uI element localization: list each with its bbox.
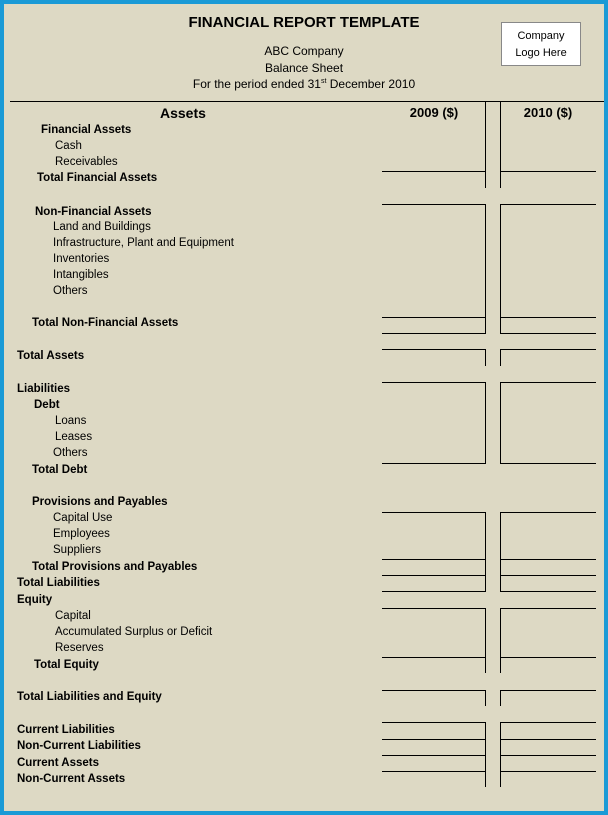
cell-line	[382, 512, 485, 513]
cell-line	[500, 382, 596, 383]
cell-line	[382, 171, 485, 172]
col-line	[485, 382, 486, 464]
cell-line	[382, 204, 485, 205]
col-line	[500, 690, 501, 706]
col-line	[485, 101, 486, 188]
cell-line	[500, 349, 596, 350]
assets-column-header: Assets	[160, 105, 206, 121]
period-suffix: December 2010	[326, 77, 416, 91]
company-logo-placeholder	[501, 22, 581, 66]
col-line	[500, 349, 501, 366]
row-current-assets: Current Assets	[17, 757, 100, 769]
col-line	[500, 608, 501, 673]
cell-line	[382, 739, 485, 740]
cell-line	[500, 722, 596, 723]
cell-line	[500, 512, 596, 513]
row-inventories: Inventories	[53, 253, 110, 265]
row-reserves: Reserves	[55, 642, 104, 654]
col-line	[485, 349, 486, 366]
row-total-provisions: Total Provisions and Payables	[32, 561, 198, 573]
row-leases: Leases	[55, 431, 93, 443]
logo-line-2: Logo Here	[515, 47, 567, 59]
row-others-assets: Others	[53, 285, 88, 297]
row-capital-use: Capital Use	[53, 512, 113, 524]
row-total-non-financial-assets: Total Non-Financial Assets	[32, 317, 179, 329]
col-line	[485, 204, 486, 334]
cell-line	[382, 333, 485, 334]
cell-line	[382, 317, 485, 318]
cell-line	[500, 771, 596, 772]
cell-line	[500, 755, 596, 756]
column-2009-header: 2009 ($)	[409, 105, 459, 120]
col-line	[500, 101, 501, 188]
row-employees: Employees	[53, 528, 110, 540]
cell-line	[500, 608, 596, 609]
cell-line	[500, 690, 596, 691]
row-total-liabilities-equity: Total Liabilities and Equity	[17, 691, 162, 703]
row-total-assets: Total Assets	[17, 350, 85, 362]
row-total-debt: Total Debt	[32, 464, 88, 476]
row-capital: Capital	[55, 610, 91, 622]
cell-line	[382, 463, 485, 464]
row-non-current-liabilities: Non-Current Liabilities	[17, 740, 141, 752]
cell-line	[382, 608, 485, 609]
cell-line	[500, 317, 596, 318]
cell-line	[382, 559, 485, 560]
row-intangibles: Intangibles	[53, 269, 109, 281]
company-name: ABC Company	[264, 44, 344, 58]
row-receivables: Receivables	[55, 156, 118, 168]
cell-line	[382, 591, 485, 592]
cell-line	[382, 657, 485, 658]
row-land-buildings: Land and Buildings	[53, 221, 151, 233]
cell-line	[382, 690, 485, 691]
row-non-financial-assets: Non-Financial Assets	[35, 206, 152, 218]
row-suppliers: Suppliers	[53, 544, 101, 556]
row-loans: Loans	[55, 415, 87, 427]
cell-line	[382, 771, 485, 772]
cell-line	[500, 575, 596, 576]
row-total-equity: Total Equity	[34, 659, 99, 671]
cell-line	[500, 739, 596, 740]
col-line	[500, 204, 501, 334]
period-line	[4, 77, 604, 91]
cell-line	[500, 657, 596, 658]
cell-line	[382, 575, 485, 576]
row-cash: Cash	[55, 140, 82, 152]
logo-line-1: Company	[517, 30, 565, 42]
statement-name: Balance Sheet	[264, 61, 344, 75]
col-line	[500, 382, 501, 464]
cell-line	[500, 591, 596, 592]
col-line	[485, 722, 486, 787]
period-prefix: For the period ended 31	[192, 77, 321, 91]
col-line	[485, 608, 486, 673]
cell-line	[382, 382, 485, 383]
cell-line	[382, 755, 485, 756]
row-liabilities: Liabilities	[17, 383, 71, 395]
row-financial-assets: Financial Assets	[41, 124, 132, 136]
row-provisions-payables: Provisions and Payables	[32, 496, 168, 508]
report-title: FINANCIAL REPORT TEMPLATE	[188, 14, 420, 31]
row-current-liabilities: Current Liabilities	[17, 724, 115, 736]
row-debt: Debt	[34, 399, 60, 411]
cell-line	[382, 722, 485, 723]
row-non-current-assets: Non-Current Assets	[17, 773, 126, 785]
cell-line	[500, 204, 596, 205]
row-total-financial-assets: Total Financial Assets	[37, 172, 158, 184]
header-rule	[10, 101, 604, 102]
cell-line	[382, 349, 485, 350]
col-line	[500, 512, 501, 592]
column-2010-header: 2010 ($)	[523, 105, 573, 120]
col-line	[485, 690, 486, 706]
cell-line	[500, 559, 596, 560]
row-others-debt: Others	[53, 447, 88, 459]
row-infrastructure: Infrastructure, Plant and Equipment	[53, 237, 234, 249]
row-accumulated-surplus: Accumulated Surplus or Deficit	[55, 626, 213, 638]
cell-line	[500, 463, 596, 464]
period-sup: st	[320, 78, 327, 85]
row-equity: Equity	[17, 594, 53, 606]
cell-line	[500, 171, 596, 172]
row-total-liabilities: Total Liabilities	[17, 577, 100, 589]
cell-line	[500, 333, 596, 334]
col-line	[485, 512, 486, 592]
